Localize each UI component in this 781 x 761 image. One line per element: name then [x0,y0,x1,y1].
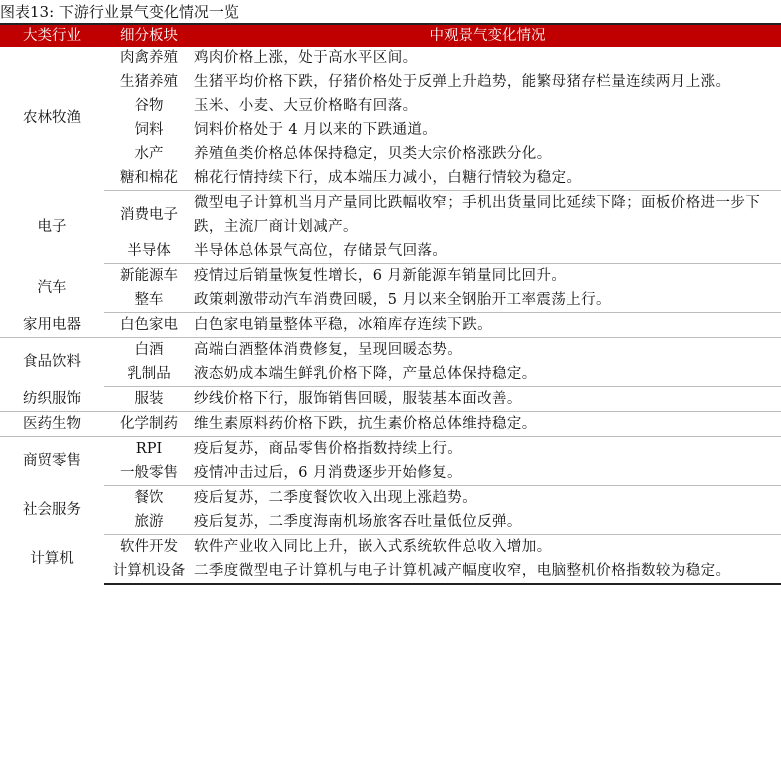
table-row [0,461,781,486]
subsector-cell: RPI [135,441,163,457]
category-cell: 医药生物 [0,412,104,437]
table-row [0,437,781,462]
table-row [0,338,781,363]
description-cell: 纱线价格下行，服饰销售回暖，服装基本面改善。 [194,387,781,412]
description-cell: 棉花行情持续下行，成本端压力减小，白糖行情较为稳定。 [194,166,781,191]
description-cell: 疫后复苏，商品零售价格指数持续上行。 [194,441,463,457]
subsector-cell: 水产 [134,146,164,162]
description-cell: 饲料价格处于 4 月以来的下跌通道。 [194,122,438,138]
table-row [0,412,781,437]
description-cell: 疫后复苏，二季度海南机场旅客吞吐量低位反弹。 [194,510,781,535]
table-row [0,486,781,511]
table-row [0,46,781,70]
header-category: 大类行业 [23,28,81,44]
description-cell: 疫情冲击过后，6 月消费逐步开始修复。 [194,461,781,486]
header-subsector: 细分板块 [120,28,178,44]
table-row [0,239,781,264]
description-cell: 鸡肉价格上涨，处于高水平区间。 [194,50,418,66]
description-cell: 白色家电销量整体平稳，冰箱库存连续下跌。 [194,313,781,338]
subsector-cell: 糖和棉花 [104,166,194,191]
subsector-cell: 谷物 [134,98,164,114]
description-cell: 软件产业收入同比上升，嵌入式系统软件总收入增加。 [194,539,552,555]
industry-table [0,46,781,585]
subsector-cell: 计算机设备 [104,559,194,584]
subsector-cell: 新能源车 [120,268,178,284]
subsector-cell: 旅游 [104,510,194,535]
table-row [0,264,781,289]
table-row [0,559,781,584]
subsector-cell: 服装 [104,387,194,412]
subsector-cell: 一般零售 [104,461,194,486]
category-cell: 汽车 [37,280,67,296]
subsector-cell: 白酒 [134,342,164,358]
subsector-cell: 餐饮 [134,490,164,506]
category-cell: 食品饮料 [23,354,81,371]
category-cell: 电子 [37,219,67,235]
table-row [0,166,781,191]
table-row [0,387,781,412]
table-row [0,313,781,338]
table-row [0,118,781,142]
table-row [0,70,781,94]
category-cell: 商贸零售 [23,453,81,470]
subsector-cell: 肉禽养殖 [120,50,178,66]
description-cell: 生猪平均价格下跌，仔猪价格处于反弹上升趋势，能繁母猪存栏量连续两月上涨。 [194,74,731,90]
table-caption: 图表13: 下游行业景气变化情况一览 [0,1,781,25]
table-row [0,510,781,535]
description-cell: 液态奶成本端生鲜乳价格下降，产量总体保持稳定。 [194,362,781,387]
subsector-cell: 半导体 [104,239,194,264]
category-cell: 纺织服饰 [0,387,104,412]
subsector-cell: 饲料 [134,122,164,138]
subsector-cell: 生猪养殖 [120,74,178,90]
category-cell: 家用电器 [0,313,104,338]
description-cell: 疫后复苏，二季度餐饮收入出现上涨趋势。 [194,490,478,506]
table-row [0,142,781,166]
description-cell: 高端白酒整体消费修复，呈现回暖态势。 [194,342,463,358]
table-row [0,191,781,240]
category-cell: 计算机 [30,551,74,568]
description-cell: 微型电子计算机当月产量同比跌幅收窄；手机出货量同比延续下降；面板价格进一步下跌，主流厂商计划减产。 [194,195,761,235]
subsector-cell: 白色家电 [104,313,194,338]
subsector-cell: 整车 [104,288,194,313]
table-row [0,288,781,313]
description-cell: 政策刺激带动汽车消费回暖，5 月以来全钢胎开工率震荡上行。 [194,288,781,313]
category-cell: 社会服务 [23,502,81,518]
table-row [0,535,781,560]
table-header [0,25,781,47]
description-cell: 疫情过后销量恢复性增长，6 月新能源车销量同比回升。 [194,268,567,284]
description-cell: 玉米、小麦、大豆价格略有回落。 [194,98,418,114]
subsector-cell: 软件开发 [120,539,178,555]
description-cell: 维生素原料药价格下跌，抗生素价格总体维持稳定。 [194,412,781,437]
table-row [0,94,781,118]
subsector-cell: 化学制药 [104,412,194,437]
category-cell: 农林牧渔 [23,110,81,127]
subsector-cell: 消费电子 [120,207,178,223]
description-cell: 二季度微型电子计算机与电子计算机减产幅度收窄，电脑整机价格指数较为稳定。 [194,559,781,584]
description-cell: 养殖鱼类价格总体保持稳定，贝类大宗价格涨跌分化。 [194,146,552,162]
table-row [0,362,781,387]
subsector-cell: 乳制品 [104,362,194,387]
description-cell: 半导体总体景气高位，存储景气回落。 [194,239,781,264]
header-description: 中观景气变化情况 [429,28,546,44]
